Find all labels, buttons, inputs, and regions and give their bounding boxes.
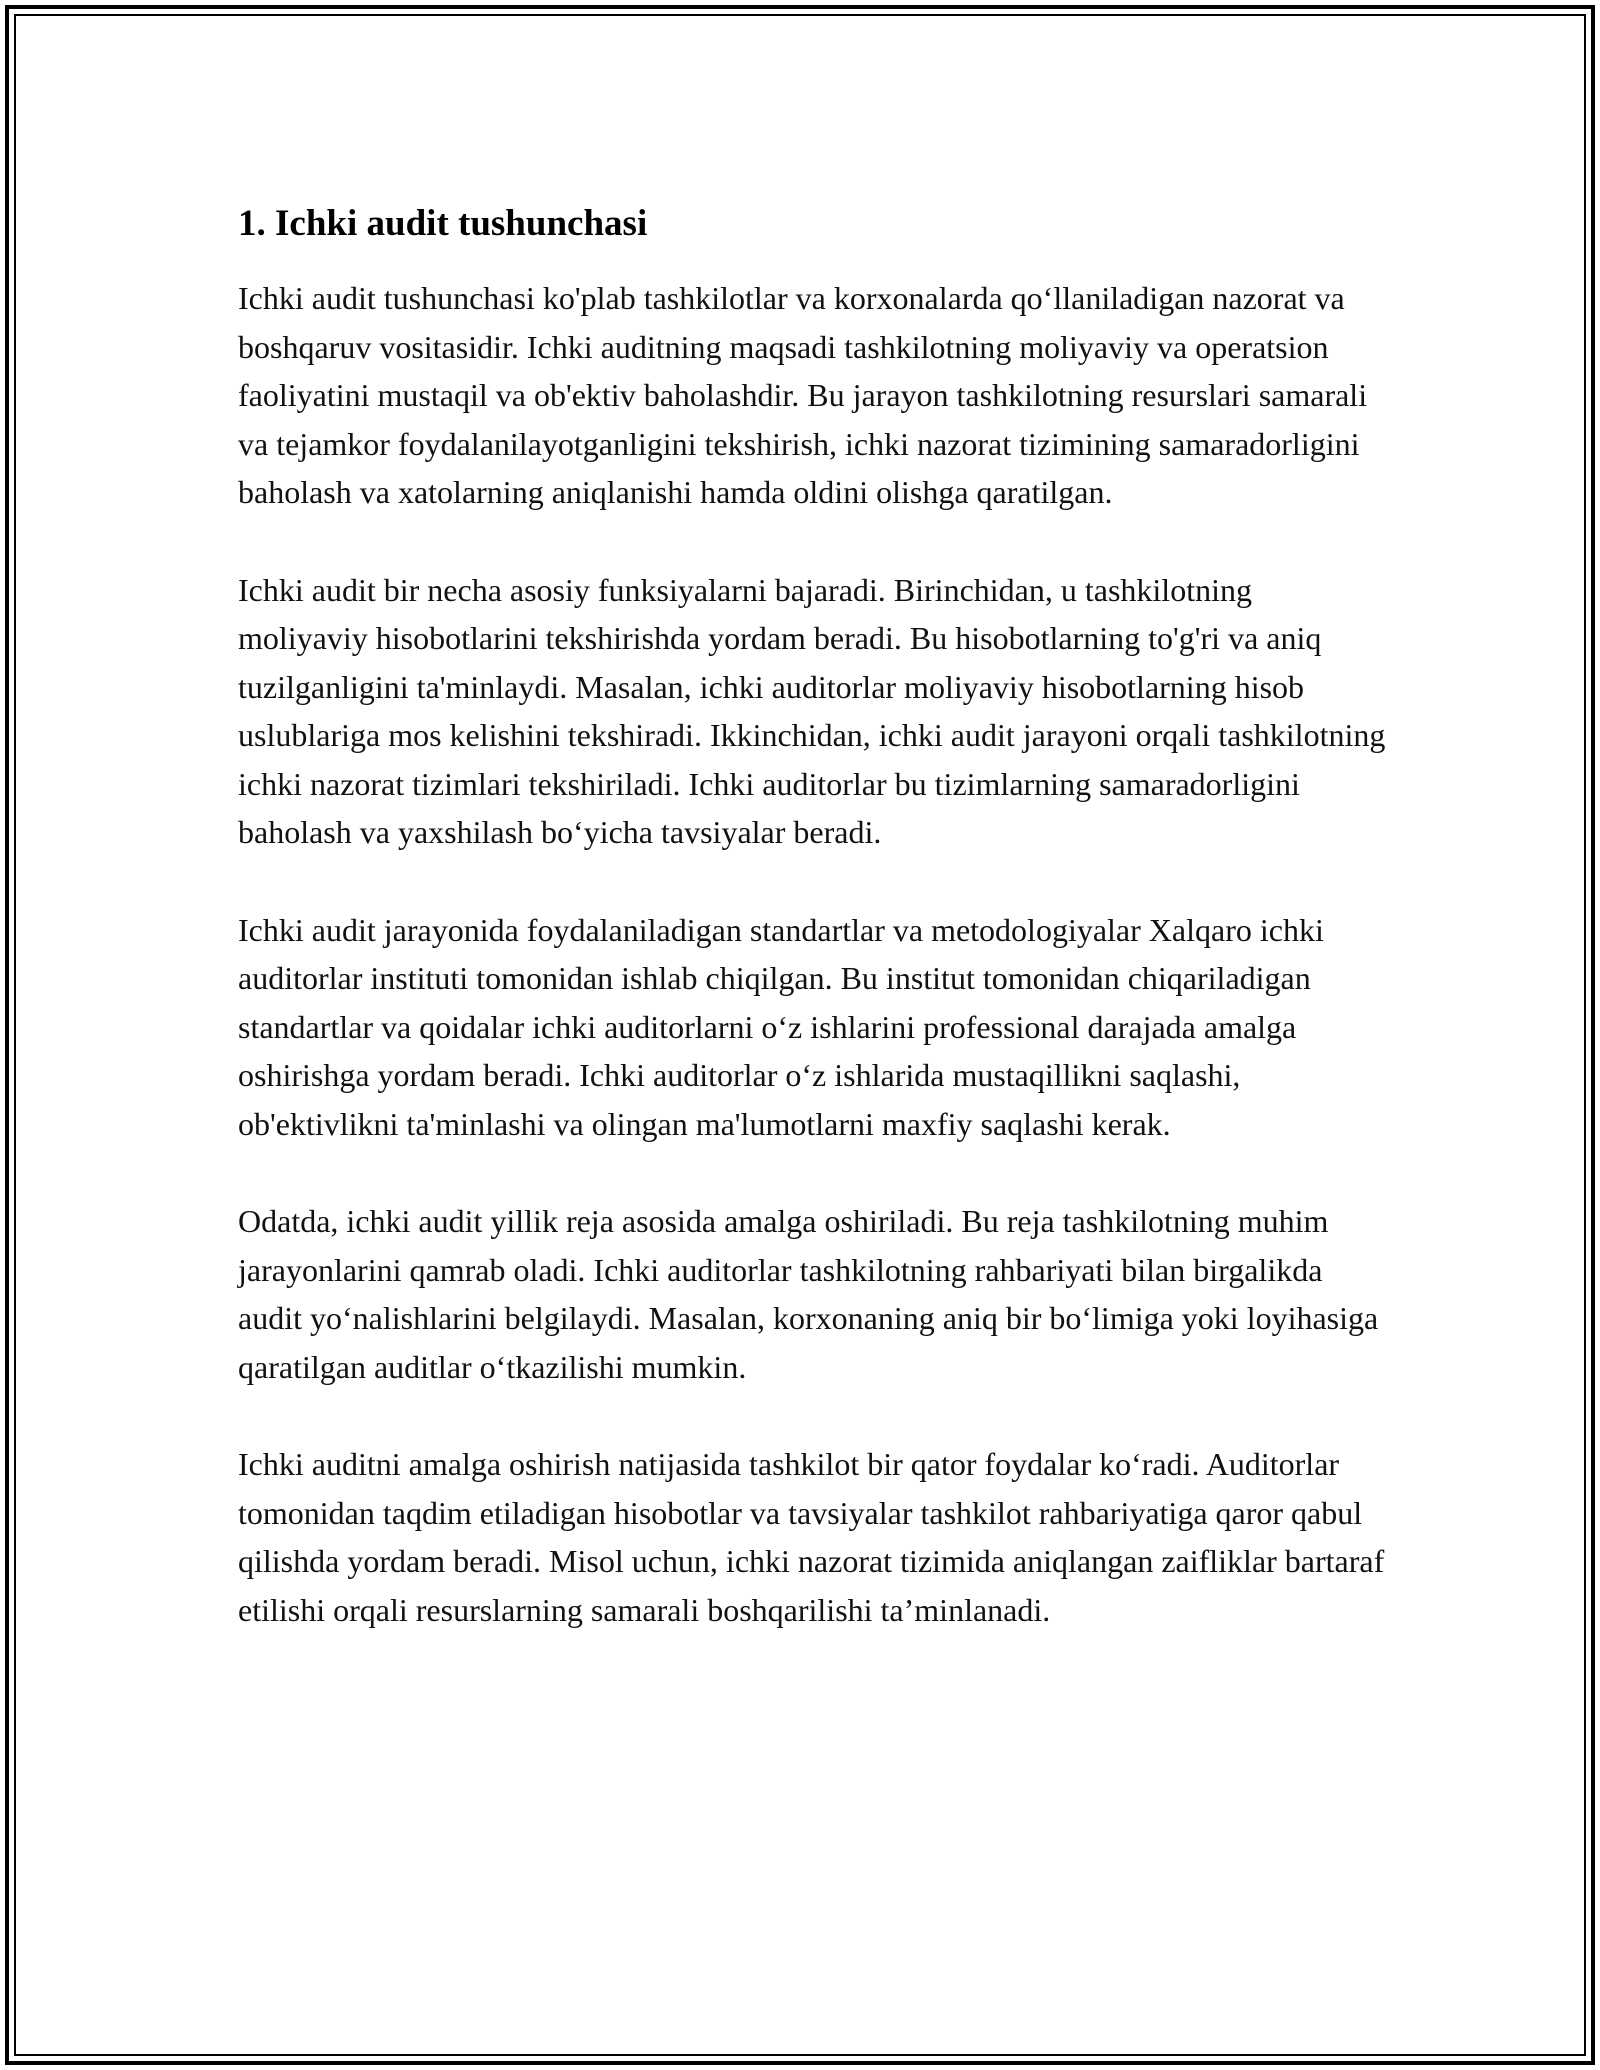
paragraph-1: Ichki audit tushunchasi ko'plab tashkilotlar va korxonalarda qo‘llaniladigan nazorat va boshqaruv vositasidir. Ichki auditning maqsadi tashkilotning moliyaviy va operatsion faoliyatini mustaqil va ob'ektiv baholashdir. Bu jarayon tashkilotning resurslari samarali va tejamkor foydalanilayotganligini tekshirish, ichki nazorat tizimining samaradorligini baholash va xatolarning aniqlanishi hamda oldini olishga qaratilgan. bbox=[238, 280, 1368, 511]
paragraph-5: Ichki auditni amalga oshirish natijasida tashkilot bir qator foydalar ko‘radi. Auditorlar tomonidan taqdim etiladigan hisobotlar va tavsiyalar tashkilot rahbariyatiga qaror qabul qilishda yordam beradi. Misol uchun, ichki nazorat tizimida aniqlangan zaifliklar bartaraf etilishi orqali resurslarning samarali boshqarilishi ta’minlanadi. bbox=[238, 1446, 1385, 1628]
document-body bbox=[238, 200, 1388, 1683]
section-heading: 1. Ichki audit tushunchasi bbox=[238, 203, 648, 244]
paragraph-2: Ichki audit bir necha asosiy funksiyalarni bajaradi. Birinchidan, u tashkilotning moliyaviy hisobotlarini tekshirishda yordam beradi. Bu hisobotlarning to'g'ri va aniq tuzilganligini ta'minlaydi. Masalan, ichki auditorlar moliyaviy hisobotlarning hisob uslublariga mos kelishini tekshiradi. Ikkinchidan, ichki audit jarayoni orqali tashkilotning ichki nazorat tizimlari tekshiriladi. Ichki auditorlar bu tizimlarning samaradorligini baholash va yaxshilash bo‘yicha tavsiyalar beradi. bbox=[238, 571, 1386, 851]
page-outer-border bbox=[5, 5, 1595, 2065]
page-inner-border bbox=[14, 14, 1586, 2056]
paragraph-3: Ichki audit jarayonida foydalaniladigan standartlar va metodologiyalar Xalqaro ichki auditorlar instituti tomonidan ishlab chiqilgan. Bu institut tomonidan chiqariladigan standartlar va qoidalar ichki auditorlarni o‘z ishlarini professional darajada amalga oshirishga yordam beradi. Ichki auditorlar o‘z ishlarida mustaqillikni saqlashi, ob'ektivlikni ta'minlashi va olingan ma'lumotlarni maxfiy saqlashi kerak. bbox=[238, 911, 1324, 1142]
paragraph-4: Odatda, ichki audit yillik reja asosida amalga oshiriladi. Bu reja tashkilotning muhim jarayonlarini qamrab oladi. Ichki auditorlar tashkilotning rahbariyati bilan birgalikda audit yo‘nalishlarini belgilaydi. Masalan, korxonaning aniq bir bo‘limiga yoki loyihasiga qaratilgan auditlar o‘tkazilishi mumkin. bbox=[238, 1203, 1379, 1385]
